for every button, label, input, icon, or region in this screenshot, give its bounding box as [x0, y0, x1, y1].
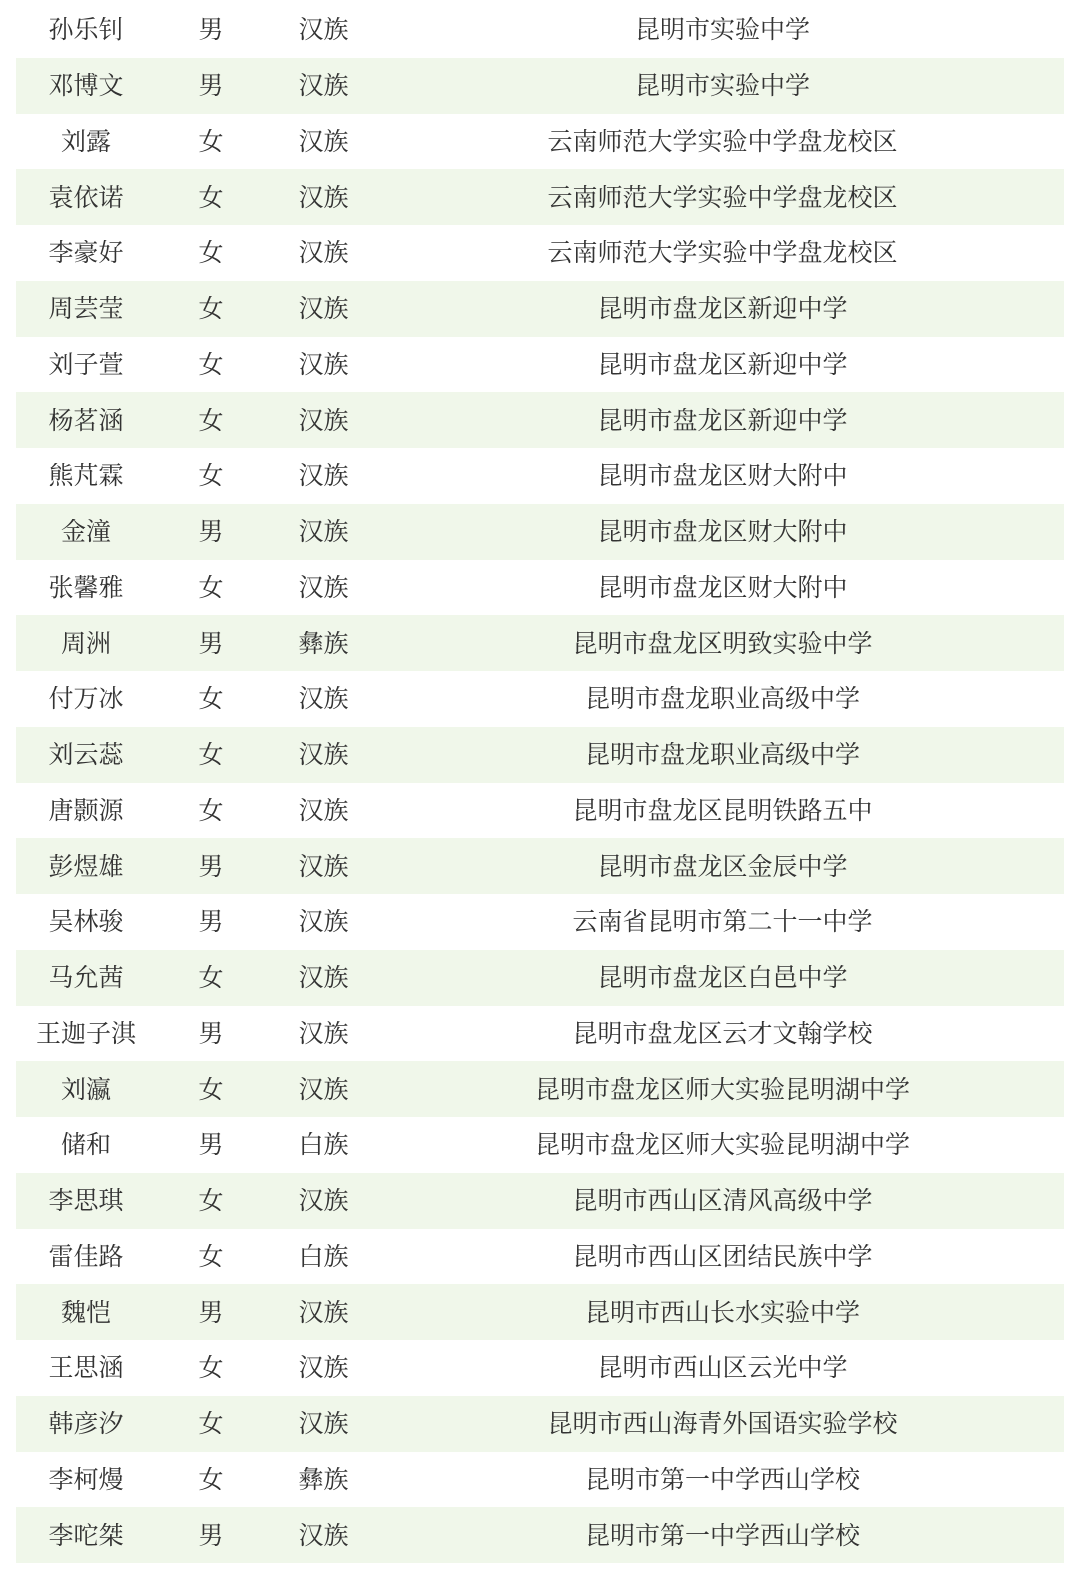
student-name-cell: 付万冰	[48, 686, 124, 712]
student-school-cell: 云南师范大学实验中学盘龙校区	[547, 184, 898, 210]
student-name-cell: 彭煜雄	[48, 853, 124, 879]
student-gender-cell: 女	[198, 1243, 224, 1269]
table-row	[16, 838, 1064, 894]
student-ethnicity-cell: 汉族	[298, 1020, 349, 1046]
student-ethnicity-cell: 汉族	[298, 965, 349, 991]
table-row	[16, 1284, 1064, 1340]
student-gender-cell: 女	[198, 128, 224, 154]
student-ethnicity-cell: 汉族	[298, 797, 349, 823]
student-name-cell: 雷佳路	[48, 1243, 124, 1269]
student-gender-cell: 男	[198, 73, 224, 99]
student-ethnicity-cell: 汉族	[298, 463, 349, 489]
table-row	[16, 1006, 1064, 1062]
table-row	[16, 727, 1064, 783]
student-gender-cell: 女	[198, 965, 224, 991]
student-name-cell: 唐颢源	[48, 797, 124, 823]
student-school-cell: 昆明市盘龙区财大附中	[597, 519, 848, 545]
student-ethnicity-cell: 汉族	[298, 1355, 349, 1381]
student-ethnicity-cell: 汉族	[298, 240, 349, 266]
student-school-cell: 昆明市实验中学	[634, 73, 810, 99]
student-ethnicity-cell: 汉族	[298, 909, 349, 935]
student-ethnicity-cell: 汉族	[298, 184, 349, 210]
student-gender-cell: 男	[198, 853, 224, 879]
student-ethnicity-cell: 汉族	[298, 519, 349, 545]
table-row	[16, 1173, 1064, 1229]
student-school-cell: 昆明市第一中学西山学校	[584, 1522, 860, 1548]
student-ethnicity-cell: 汉族	[298, 1522, 349, 1548]
student-school-cell: 昆明市盘龙区昆明铁路五中	[572, 797, 873, 823]
student-name-cell: 孙乐钊	[48, 17, 124, 43]
student-gender-cell: 女	[198, 686, 224, 712]
student-ethnicity-cell: 汉族	[298, 128, 349, 154]
table-row	[16, 1507, 1064, 1563]
table-row	[16, 950, 1064, 1006]
student-school-cell: 昆明市西山海青外国语实验学校	[547, 1411, 898, 1437]
student-school-cell: 昆明市实验中学	[634, 17, 810, 43]
table-row	[16, 560, 1064, 616]
student-name-cell: 韩彦汐	[48, 1411, 124, 1437]
student-ethnicity-cell: 汉族	[298, 1299, 349, 1325]
table-row	[16, 671, 1064, 727]
table-row	[16, 448, 1064, 504]
student-name-cell: 周洲	[60, 630, 111, 656]
table-row	[16, 114, 1064, 170]
student-name-cell: 张馨雅	[48, 574, 124, 600]
student-ethnicity-cell: 汉族	[298, 1188, 349, 1214]
student-gender-cell: 女	[198, 1076, 224, 1102]
student-name-cell: 刘瀛	[60, 1076, 111, 1102]
student-school-cell: 昆明市盘龙区云才文翰学校	[572, 1020, 873, 1046]
student-gender-cell: 男	[198, 1522, 224, 1548]
student-ethnicity-cell: 汉族	[298, 574, 349, 600]
student-gender-cell: 女	[198, 1355, 224, 1381]
student-gender-cell: 男	[198, 909, 224, 935]
student-name-cell: 刘子萱	[48, 351, 124, 377]
student-school-cell: 昆明市西山长水实验中学	[584, 1299, 860, 1325]
student-school-cell: 昆明市西山区清风高级中学	[572, 1188, 873, 1214]
student-school-cell: 昆明市盘龙区师大实验昆明湖中学	[534, 1076, 910, 1102]
student-gender-cell: 女	[198, 351, 224, 377]
student-school-cell: 昆明市盘龙区新迎中学	[597, 296, 848, 322]
student-school-cell: 昆明市第一中学西山学校	[584, 1466, 860, 1492]
student-name-cell: 邓博文	[48, 73, 124, 99]
table-row	[16, 169, 1064, 225]
student-name-cell: 魏恺	[60, 1299, 111, 1325]
student-ethnicity-cell: 彝族	[298, 630, 349, 656]
student-ethnicity-cell: 汉族	[298, 351, 349, 377]
table-row	[16, 281, 1064, 337]
student-ethnicity-cell: 汉族	[298, 296, 349, 322]
student-name-cell: 李豪好	[48, 240, 124, 266]
student-school-cell: 昆明市盘龙区财大附中	[597, 574, 848, 600]
table-row	[16, 783, 1064, 839]
student-gender-cell: 女	[198, 1188, 224, 1214]
student-school-cell: 昆明市盘龙区财大附中	[597, 463, 848, 489]
student-name-cell: 王思涵	[48, 1355, 124, 1381]
student-school-cell: 昆明市盘龙职业高级中学	[584, 742, 860, 768]
student-school-cell: 昆明市盘龙职业高级中学	[584, 686, 860, 712]
student-name-cell: 储和	[60, 1132, 111, 1158]
student-gender-cell: 女	[198, 574, 224, 600]
student-school-cell: 昆明市盘龙区新迎中学	[597, 407, 848, 433]
table-row	[16, 615, 1064, 671]
student-ethnicity-cell: 汉族	[298, 686, 349, 712]
student-ethnicity-cell: 汉族	[298, 1076, 349, 1102]
table-row	[16, 1117, 1064, 1173]
student-ethnicity-cell: 汉族	[298, 853, 349, 879]
student-gender-cell: 女	[198, 463, 224, 489]
table-row	[16, 894, 1064, 950]
student-ethnicity-cell: 汉族	[298, 407, 349, 433]
student-gender-cell: 男	[198, 519, 224, 545]
student-gender-cell: 女	[198, 184, 224, 210]
student-school-cell: 昆明市盘龙区金辰中学	[597, 853, 848, 879]
student-school-cell: 云南师范大学实验中学盘龙校区	[547, 128, 898, 154]
student-school-cell: 昆明市西山区团结民族中学	[572, 1243, 873, 1269]
student-ethnicity-cell: 汉族	[298, 742, 349, 768]
student-ethnicity-cell: 汉族	[298, 1411, 349, 1437]
student-name-cell: 刘露	[60, 128, 111, 154]
student-name-cell: 吴林骏	[48, 909, 124, 935]
student-name-cell: 袁依诺	[48, 184, 124, 210]
student-name-cell: 王迦子淇	[35, 1020, 136, 1046]
student-ethnicity-cell: 白族	[298, 1132, 349, 1158]
table-row	[16, 1340, 1064, 1396]
table-row	[16, 225, 1064, 281]
student-name-cell: 杨茗涵	[48, 407, 124, 433]
table-row	[16, 58, 1064, 114]
table-row	[16, 1452, 1064, 1508]
student-ethnicity-cell: 彝族	[298, 1466, 349, 1492]
student-gender-cell: 女	[198, 1411, 224, 1437]
table-row	[16, 2, 1064, 58]
student-gender-cell: 男	[198, 1299, 224, 1325]
student-school-cell: 云南师范大学实验中学盘龙校区	[547, 240, 898, 266]
student-gender-cell: 女	[198, 240, 224, 266]
student-name-cell: 李咜桀	[48, 1522, 124, 1548]
student-school-cell: 昆明市盘龙区明致实验中学	[572, 630, 873, 656]
student-gender-cell: 女	[198, 407, 224, 433]
student-gender-cell: 男	[198, 1020, 224, 1046]
student-gender-cell: 女	[198, 797, 224, 823]
student-school-cell: 昆明市盘龙区白邑中学	[597, 965, 848, 991]
student-school-cell: 云南省昆明市第二十一中学	[572, 909, 873, 935]
student-school-cell: 昆明市盘龙区师大实验昆明湖中学	[534, 1132, 910, 1158]
table-row	[16, 1061, 1064, 1117]
student-gender-cell: 女	[198, 1466, 224, 1492]
student-name-cell: 熊芃霖	[48, 463, 124, 489]
student-school-cell: 昆明市西山区云光中学	[597, 1355, 848, 1381]
student-gender-cell: 男	[198, 630, 224, 656]
table-row	[16, 504, 1064, 560]
student-ethnicity-cell: 汉族	[298, 73, 349, 99]
student-name-cell: 李柯熳	[48, 1466, 124, 1492]
student-gender-cell: 男	[198, 1132, 224, 1158]
table-row	[16, 337, 1064, 393]
student-name-cell: 李思琪	[48, 1188, 124, 1214]
table-row	[16, 1396, 1064, 1452]
student-school-cell: 昆明市盘龙区新迎中学	[597, 351, 848, 377]
student-name-cell: 刘云蕊	[48, 742, 124, 768]
student-gender-cell: 男	[198, 17, 224, 43]
student-name-cell: 金潼	[60, 519, 111, 545]
student-name-cell: 马允茜	[48, 965, 124, 991]
student-gender-cell: 女	[198, 296, 224, 322]
student-ethnicity-cell: 白族	[298, 1243, 349, 1269]
student-table	[16, 2, 1064, 1563]
student-gender-cell: 女	[198, 742, 224, 768]
table-row	[16, 392, 1064, 448]
student-name-cell: 周芸莹	[48, 296, 124, 322]
table-row	[16, 1229, 1064, 1285]
student-ethnicity-cell: 汉族	[298, 17, 349, 43]
